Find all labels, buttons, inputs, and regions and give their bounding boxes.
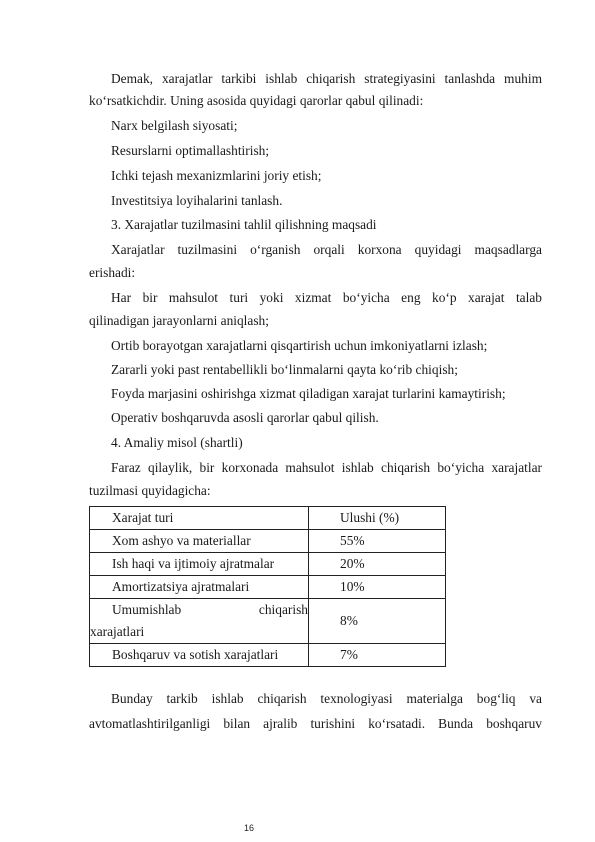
table-cell: Boshqaruv va sotish xarajatlari (90, 644, 309, 667)
section-heading-4: 4. Amaliy misol (shartli) (111, 435, 243, 450)
table-row (90, 576, 446, 599)
list-item: Operativ boshqaruvda asosli qarorlar qabul qilish. (111, 410, 379, 425)
cell-line: xarajatlari (90, 624, 145, 639)
table-row (90, 644, 446, 667)
example-line-1: Faraz qilaylik, bir korxonada mahsulot ishlab chiqarish boʻyicha xarajatlar (111, 460, 542, 475)
table-row (90, 599, 446, 644)
table-row (90, 553, 446, 576)
table-cell (90, 599, 309, 644)
table-cell: Ish haqi va ijtimoiy ajratmalar (90, 553, 309, 576)
header-share: Ulushi (%) (309, 507, 446, 530)
intro-line-1: Demak, xarajatlar tarkibi ishlab chiqarish strategiyasini tanlashda muhim (111, 71, 542, 86)
closing-line-1: Bunday tarkib ishlab chiqarish texnologiyasi materialga bogʻliq va (111, 691, 542, 706)
list-item: Resurslarni optimallashtirish; (111, 143, 270, 158)
page-number: 16 (244, 823, 255, 833)
goals-line-1: Xarajatlar tuzilmasini oʻrganish orqali korxona quyidagi maqsadlarga (111, 242, 542, 257)
header-cost-type: Xarajat turi (90, 507, 309, 530)
table-cell: Amortizatsiya ajratmalari (90, 576, 309, 599)
section-heading-3: 3. Xarajatlar tuzilmasini tahlil qilishning maqsadi (111, 217, 377, 232)
list-item: Foyda marjasini oshirishga xizmat qiladigan xarajat turlarini kamaytirish; (111, 386, 506, 401)
goal-1-line-1: Har bir mahsulot turi yoki xizmat boʻyicha eng koʻp xarajat talab (111, 290, 542, 305)
table-header-row (90, 507, 446, 530)
table-cell: 10% (309, 576, 446, 599)
intro-line-2: koʻrsatkichdir. Uning asosida quyidagi qarorlar qabul qilinadi: (89, 93, 424, 108)
goal-1-line-2: qilinadigan jarayonlarni aniqlash; (89, 313, 269, 328)
example-line-2: tuzilmasi quyidagicha: (89, 483, 211, 498)
list-item: Ortib borayotgan xarajatlarni qisqartirish uchun imkoniyatlarni izlash; (111, 338, 488, 353)
cell-line: Umumishlab chiqarish (112, 602, 308, 617)
table-cell: 20% (309, 553, 446, 576)
table-cell: 7% (309, 644, 446, 667)
table-cell: Xom ashyo va materiallar (90, 530, 309, 553)
table-cell: 55% (309, 530, 446, 553)
table-row (90, 530, 446, 553)
list-item: Narx belgilash siyosati; (111, 118, 238, 133)
goals-line-2: erishadi: (89, 265, 136, 280)
list-item: Investitsiya loyihalarini tanlash. (111, 193, 283, 208)
list-item: Ichki tejash mexanizmlarini joriy etish; (111, 168, 322, 183)
cost-structure-table (89, 506, 446, 667)
closing-line-2: avtomatlashtirilganligi bilan ajralib turishini koʻrsatadi. Bunda boshqaruv (89, 716, 542, 731)
list-item: Zararli yoki past rentabellikli boʻlinmalarni qayta koʻrib chiqish; (111, 362, 458, 377)
table-cell: 8% (309, 599, 446, 644)
